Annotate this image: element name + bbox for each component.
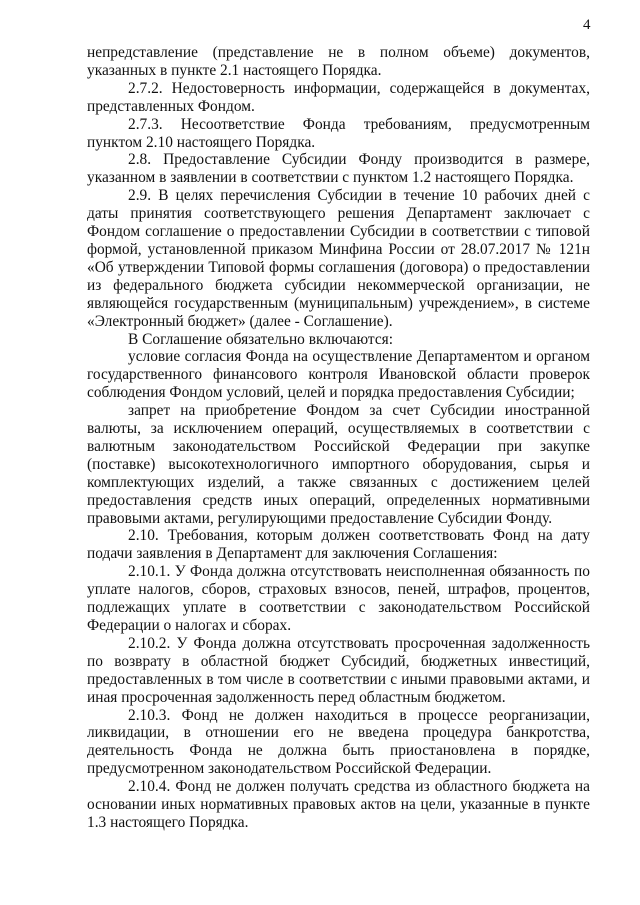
scan-artifact [0,895,640,901]
paragraph: непредставление (представление не в полном объеме) документов, указанных в пункте 2.1 настоящего Порядка. [87,44,590,79]
paragraph: В Соглашение обязательно включаются: [128,330,394,348]
paragraph: 2.8. Предоставление Субсидии Фонду производится в размере, указанном в заявлении в соответствии с пунктом 1.2 настоящего Порядка. [87,151,590,187]
paragraph: запрет на приобретение Фондом за счет Субсидии иностранной валюты, за исключением операций, осуществляемых в соответствии с валютным законодательством Российской Федерации при закупке (поставке) высокотехнологичного импортного оборудования, сырья и комплектующих изделий, а также связанных с достижением целей предоставления средств иных операций, определенных нормативными правовыми актами, регулирующими предоставление Субсидии Фонду. [87,402,590,527]
paragraph: 2.9. В целях перечисления Субсидии в течение 10 рабочих дней с даты принятия соответствующего решения Департамент заключает с Фондом соглашение о предоставлении Субсидии в соответствии с типовой формой, установленной приказом Минфина России от 28.07.2017 № 121н «Об утверждении Типовой формы соглашения (договора) о предоставлении из федерального бюджета субсидии некоммерческой организации, не являющейся государственным (муниципальным) учреждением», в системе «Электронный бюджет» (далее - Соглашение). [87,187,590,330]
paragraph: 2.7.2. Недостоверность информации, содержащейся в документах, представленных Фондом. [87,79,590,115]
paragraph: 2.7.3. Несоответствие Фонда требованиям, предусмотренным пунктом 2.10 настоящего Порядка. [87,115,590,151]
paragraph: условие согласия Фонда на осуществление Департаментом и органом государственного финансового контроля Ивановской области проверок соблюдения Фондом условий, целей и порядка предоставления Субсидии; [87,348,590,402]
paragraph: 2.10.1. У Фонда должна отсутствовать неисполненная обязанность по уплате налогов, сборов, страховых взносов, пеней, штрафов, процентов, подлежащих уплате в соответствии с законодательством Российской Федерации о налогах и сборах. [87,563,590,634]
page-number: 4 [583,17,591,33]
paragraph: 2.10. Требования, которым должен соответствовать Фонд на дату подачи заявления в Департамент для заключения Соглашения: [87,527,590,563]
document-body [87,44,590,832]
paragraph: 2.10.2. У Фонда должна отсутствовать просроченная задолженность по возврату в областной бюджет Субсидий, бюджетных инвестиций, предоставленных в том числе в соответствии с иными правовыми актами, и иная просроченная задолженность перед областным бюджетом. [87,634,590,706]
paragraph: 2.10.3. Фонд не должен находиться в процессе реорганизации, ликвидации, в отношении его не введена процедура банкротства, деятельность Фонда не должна быть приостановлена в порядке, предусмотренном законодательством Российской Федерации. [87,706,590,778]
paragraph: 2.10.4. Фонд не должен получать средства из областного бюджета на основании иных нормативных правовых актов на цели, указанные в пункте 1.3 настоящего Порядка. [87,778,590,831]
